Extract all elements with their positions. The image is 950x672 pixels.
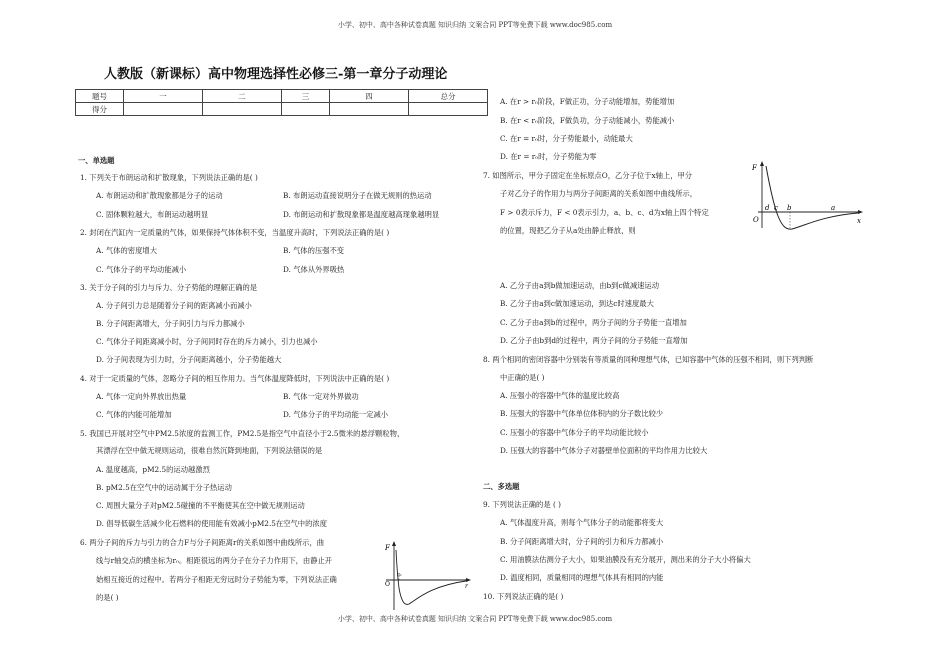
q7-option-a: A. 乙分子由a到b做加速运动，由b到c做减速运动 [500,281,660,290]
f-axis-label: F [385,544,390,552]
q4-stem: 4. 对于一定质量的气体，忽略分子间的相互作用力。当气体温度降低时，下列说法中正确的是( ) [80,374,390,383]
table-cell [282,103,330,116]
q6-force-distance-graph [382,540,472,612]
q2-option-a: A. 气体的密度增大 [96,246,157,255]
q6-line-3: 始相互接近的过程中。若两分子相距无穷远时分子势能为零，下列说法正确 [96,575,337,584]
q2-stem: 2. 封闭在汽缸内一定质量的气体，如果保持气体体积不变，当温度升高时，下列说法正确的是( ) [80,228,390,237]
q3-stem: 3. 关于分子间的引力与斥力、分子势能的理解正确的是 [80,283,258,292]
force-curve [396,550,466,604]
q8-option-a: A. 压强小的容器中气体的温度比较高 [500,391,620,400]
page-header: 小学、初中、高中各种试卷真题 知识归纳 文案合同 PPT等免费下载 www.doc985.com [337,21,613,29]
q6-option-b: B. 在r < r₀阶段，F做负功，分子动能减小，势能减小 [500,116,675,125]
table-cell [124,103,203,116]
q2-option-d: D. 气体从外界吸热 [283,265,345,274]
origin-label: O [385,581,390,588]
q9-option-b: B. 分子间距离增大时，分子间的引力和斥力都减小 [500,537,664,546]
x-axis-label: x [857,217,861,225]
q8-option-b: B. 压强大的容器中气体单位体积内的分子数比较少 [500,409,664,418]
q6-option-a: A. 在r > r₀阶段，F做正功，分子动能增加，势能增加 [500,97,675,106]
point-d-label: d [765,204,770,212]
score-table-header-row [76,90,488,103]
table-cell [330,103,409,116]
q7-line-3: F > 0表示斥力，F < 0表示引力，a、b、c、d为x轴上四个特定 [500,208,709,217]
y-axis-arrow-icon [392,541,396,546]
table-cell: 题号 [76,90,124,103]
q9-option-a: A. 气体温度升高，则每个气体分子的动能都将变大 [500,518,664,527]
q8-line-1: 8. 两个相同的密闭容器中分别装有等质量的同种理想气体，已知容器中气体的压强不相同，则下列判断 [483,355,814,364]
table-cell: 一 [124,90,203,103]
q9-option-c: C. 用油膜法估测分子大小，如果油膜没有充分展开，测出来的分子大小将偏大 [500,555,751,564]
q7-option-b: B. 乙分子由a到c做加速运动，到达c时速度最大 [500,299,654,308]
r-axis-label: r [465,583,468,590]
q1-option-b: B. 布朗运动直接说明分子在做无规则的热运动 [283,191,432,200]
table-cell: 四 [330,90,409,103]
q3-option-a: A. 分子间引力总是随着分子间的距离减小而减小 [96,301,252,310]
q6-line-2: 线与r轴交点的横坐标为r₀。相距很远的两分子在分子力作用下，由静止开 [96,556,333,565]
origin-label: O [753,216,759,224]
x-axis-arrow-icon [858,210,863,214]
table-cell: 二 [203,90,282,103]
q5-option-a: A. 温度越高，pM2.5的运动越激烈 [96,465,210,474]
q3-option-b: B. 分子间距离增大，分子间引力与斥力都减小 [96,319,245,328]
table-cell: 得分 [76,103,124,116]
q8-option-c: C. 压强小的容器中气体分子的平均动能比较小 [500,428,649,437]
q7-option-d: D. 乙分子由b到d的过程中，两分子间的分子势能一直增加 [500,336,688,345]
page-footer: 小学、初中、高中各种试卷真题 知识归纳 文案合同 PPT等免费下载 www.doc985.com [337,615,613,623]
q2-option-c: C. 气体分子的平均动能减小 [96,265,187,274]
r0-label: r₀ [397,572,402,578]
q2-option-b: B. 气体的压强不变 [283,246,345,255]
q7-line-1: 7. 如图所示，甲分子固定在坐标原点O，乙分子位于x轴上，甲分 [483,171,693,180]
q1-option-d: D. 布朗运动和扩散现象都是温度越高现象越明显 [283,210,440,219]
q6-line-1: 6. 两分子间的斥力与引力的合力F与分子间距离r的关系如图中曲线所示，曲 [80,538,325,547]
q5-line-2: 其漂浮在空中做无规则运动，很难自然沉降到地面，下列说法错误的是 [96,446,323,455]
table-cell [203,103,282,116]
q1-option-c: C. 固体颗粒越大，布朗运动越明显 [96,210,209,219]
q4-option-d: D. 气体分子的平均动能一定减小 [283,410,389,419]
q10-stem: 10. 下列说法正确的是( ) [483,592,564,601]
q3-option-d: D. 分子间表现为引力时，分子间距离越小，分子势能越大 [96,355,282,364]
q8-line-2: 中正确的是( ) [500,373,545,382]
q5-option-d: D. 倡导低碳生活减少化石燃料的使用能有效减小pM2.5在空气中的浓度 [96,519,327,528]
q3-option-c: C. 气体分子间距离减小时，分子间同时存在的斥力减小，引力也减小 [96,337,318,346]
q7-line-2: 子对乙分子的作用力与两分子间距离的关系如图中曲线所示， [500,189,698,198]
q4-option-c: C. 气体的内能可能增加 [96,410,172,419]
section-multiple-choice: 二、多选题 [483,482,520,491]
q5-line-1: 5. 我国已开展对空气中PM2.5浓度的监测工作，PM2.5是指空气中直径小于2.5微米的悬浮颗粒物， [80,429,405,438]
table-cell: 总分 [409,90,488,103]
point-c-label: c [774,204,778,212]
table-cell [409,103,488,116]
score-table [75,89,488,116]
q9-option-d: D. 温度相同，质量相同的理想气体具有相同的内能 [500,573,664,582]
x-axis-arrow-icon [466,578,471,582]
q4-option-b: B. 气体一定对外界做功 [283,392,359,401]
q7-force-distance-graph [748,160,866,232]
q5-option-b: B. pM2.5在空气中的运动属于分子热运动 [96,483,232,492]
section-single-choice: 一、单选题 [78,156,115,165]
point-a-label: a [831,204,836,212]
q7-option-c: C. 乙分子由a到b的过程中，两分子间的分子势能一直增加 [500,318,687,327]
table-cell: 三 [282,90,330,103]
q9-stem: 9. 下列说法正确的是 ( ) [483,500,561,509]
f-axis-label: F [752,164,757,172]
q6-line-4: 的是( ) [96,593,119,602]
q6-option-d: D. 在r = r₀时，分子势能为零 [500,152,597,161]
q7-line-4: 的位置，现把乙分子从a处由静止释放，则 [500,226,636,235]
q4-option-a: A. 气体一定向外界放出热量 [96,392,187,401]
q1-stem: 1. 下列关于布朗运动和扩散现象，下列说法正确的是( ) [80,173,258,182]
score-table-score-row [76,103,488,116]
q6-option-c: C. 在r = r₀时，分子势能最小，动能最大 [500,134,633,143]
q5-option-c: C. 周围大量分子对pM2.5碰撞的不平衡使其在空中做无规则运动 [96,501,305,510]
point-b-label: b [787,204,792,212]
q1-option-a: A. 布朗运动和扩散现象都是分子的运动 [96,191,223,200]
page-title: 人教版（新课标）高中物理选择性必修三-第一章分子动理论 [104,67,448,82]
q8-option-d: D. 压强大的容器中气体分子对器壁单位面积的平均作用力比较大 [500,446,708,455]
force-curve [766,166,858,229]
y-axis-arrow-icon [760,161,764,166]
